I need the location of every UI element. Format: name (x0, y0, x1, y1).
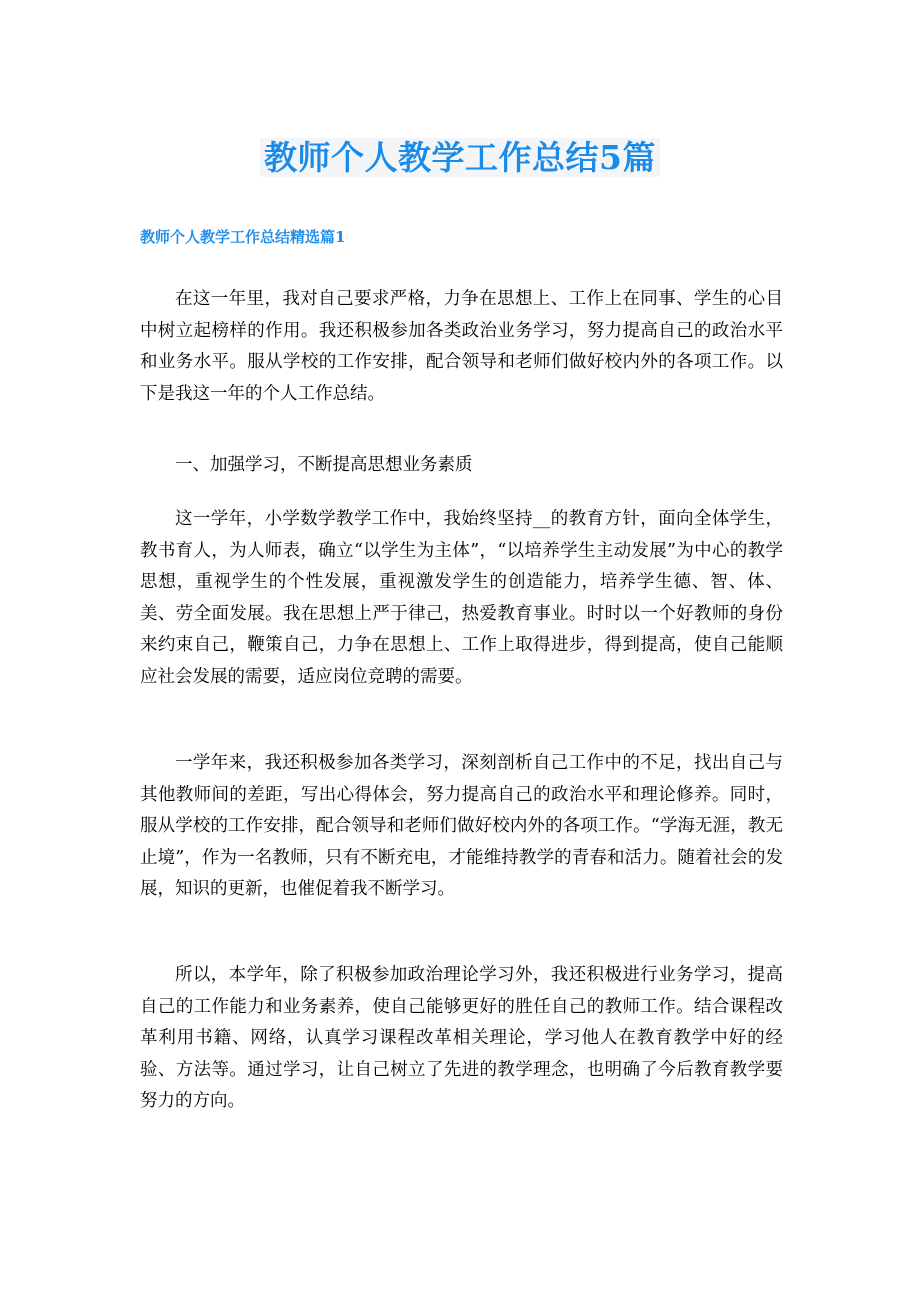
subheading-study: 一、加强学习，不断提高思想业务素质 (175, 455, 473, 475)
document-title (0, 133, 920, 183)
paragraph-professional-study: 所以，本学年，除了积极参加政治理论学习外，我还积极进行业务学习，提高自己的工作能力和业务素养，使自己能够更好的胜任自己的教师工作。结合课程改革利用书籍、网络，认真学习课程改革相关理论，学习他人在教育教学中好的经验、方法等。通过学习，让自己树立了先进的教学理念，也明确了今后教育教学要努力的方向。 (140, 965, 783, 1111)
paragraph-intro: 在这一年里，我对自己要求严格，力争在思想上、工作上在同事、学生的心目中树立起榜样的作用。我还积极参加各类政治业务学习，努力提高自己的政治水平和业务水平。服从学校的工作安排，配合领导和老师们做好校内外的各项工作。以下是我这一年的个人工作总结。 (140, 289, 783, 404)
section-heading: 教师个人教学工作总结精选篇1 (140, 228, 346, 246)
paragraph-learning: 一学年来，我还积极参加各类学习，深刻剖析自己工作中的不足，找出自己与其他教师间的差距，写出心得体会，努力提高自己的政治水平和理论修养。同时，服从学校的工作安排，配合领导和老师们做好校内外的各项工作。“学海无涯，教无止境”，作为一名教师，只有不断充电，才能维持教学的青春和活力。随着社会的发展，知识的更新，也催促着我不断学习。 (140, 753, 783, 899)
document-title-text: 教师个人教学工作总结5篇 (260, 138, 660, 177)
paragraph-teaching-philosophy: 这一学年，小学数学教学工作中，我始终坚持__的教育方针，面向全体学生，教书育人，为人师表，确立“以学生为主体”，“以培养学生主动发展”为中心的教学思想，重视学生的个性发展，重视激发学生的创造能力，培养学生德、智、体、美、劳全面发展。我在思想上严于律己，热爱教育事业。时时以一个好教师的身份来约束自己，鞭策自己，力争在思想上、工作上取得进步，得到提高，使自己能顺应社会发展的需要，适应岗位竞聘的需要。 (140, 509, 783, 687)
